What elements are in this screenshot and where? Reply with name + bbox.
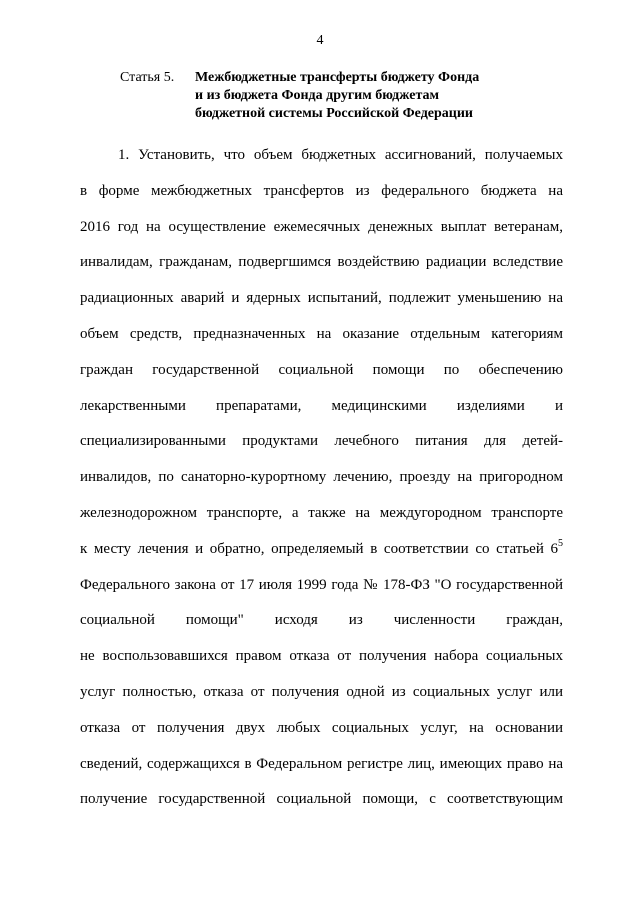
article-title (195, 69, 479, 123)
paragraph-line: объем средств, предназначенных на оказание отдельным категориям (80, 325, 563, 342)
paragraph-line: 2016 год на осуществление ежемесячных денежных выплат ветеранам, (80, 218, 563, 235)
article-title-line: Межбюджетные трансферты бюджету Фонда (195, 70, 480, 85)
paragraph-line: Федерального закона от 17 июля 1999 года № 178-ФЗ "О государственной (80, 576, 563, 593)
superscript: 5 (558, 537, 563, 549)
paragraph-line: специализированными продуктами лечебного питания для детей- (80, 433, 563, 450)
article-header (120, 69, 590, 123)
page-number: 4 (316, 33, 324, 48)
paragraph-line: граждан государственной социальной помощи по обеспечению (80, 361, 563, 378)
paragraph-line-with-superscript (80, 532, 563, 568)
paragraph-line: 1. Установить, что объем бюджетных ассигнований, получаемых (118, 147, 563, 163)
article-title-line: бюджетной системы Российской Федерации (195, 106, 473, 121)
paragraph-line: социальной помощи" исходя из численности граждан, (80, 612, 563, 629)
paragraph-line-text: к месту лечения и обратно, определяемый в соответствии со статьей 6 (80, 540, 558, 557)
paragraph-line: услуг полностью, отказа от получения одной из социальных услуг или (80, 683, 563, 700)
article-label: Статья 5. (120, 70, 175, 85)
paragraph-line: радиационных аварий и ядерных испытаний, подлежит уменьшению на (80, 290, 563, 307)
paragraph-line: инвалидам, гражданам, подвергшимся воздействию радиации вследствие (80, 254, 563, 271)
article-title-line: и из бюджета Фонда другим бюджетам (195, 88, 440, 103)
paragraph-line: инвалидов, по санаторно-курортному лечению, проезду на пригородном (80, 469, 563, 486)
body-paragraph (80, 138, 563, 818)
paragraph-line: не воспользовавшихся правом отказа от получения набора социальных (80, 648, 563, 665)
paragraph-line: получение государственной социальной помощи, с соответствующим (80, 791, 563, 808)
paragraph-line: отказа от получения двух любых социальных услуг, на основании (80, 719, 563, 736)
paragraph-line: железнодорожном транспорте, а также на междугородном транспорте (80, 504, 563, 521)
paragraph-line: сведений, содержащихся в Федеральном регистре лиц, имеющих право на (80, 755, 563, 772)
paragraph-line: лекарственными препаратами, медицинскими изделиями и (80, 397, 563, 414)
paragraph-line: в форме межбюджетных трансфертов из федерального бюджета на (80, 182, 563, 199)
